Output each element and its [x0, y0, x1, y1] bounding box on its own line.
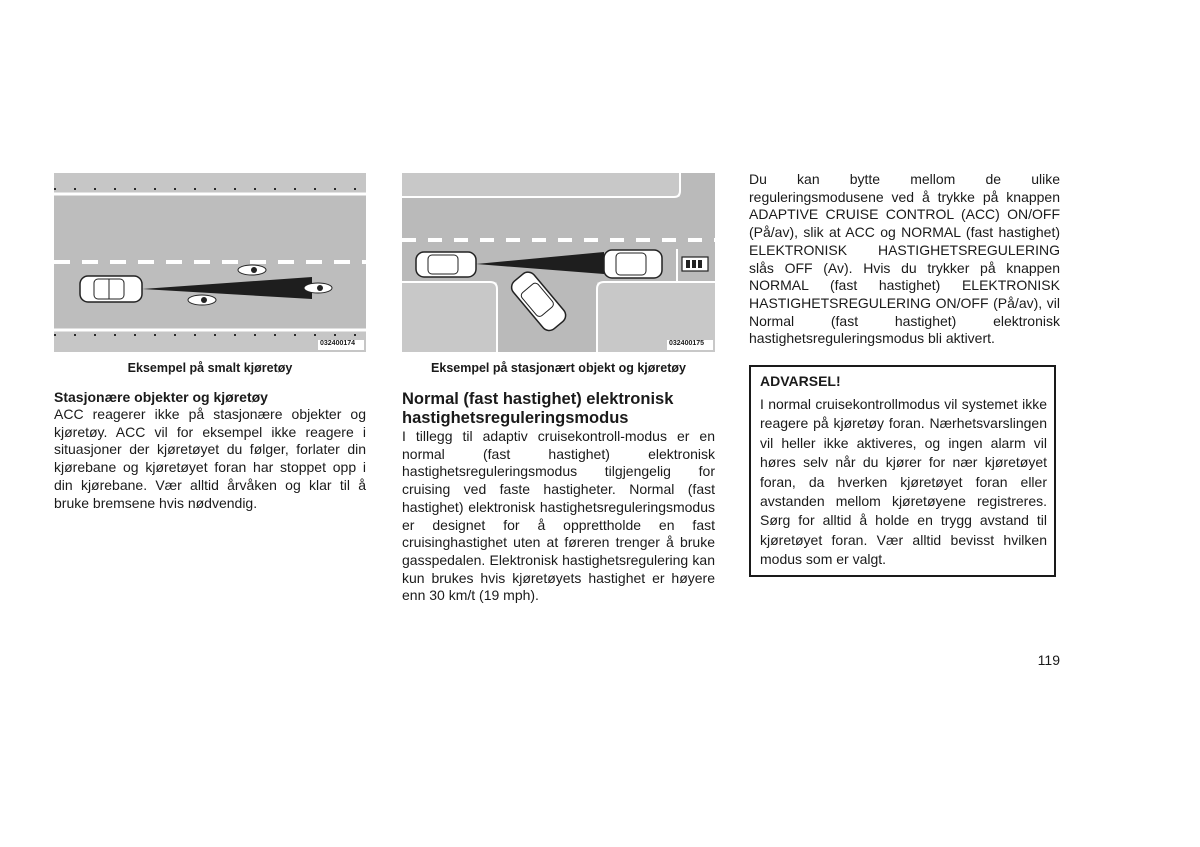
motorcycle-icon — [238, 265, 266, 275]
car-icon — [416, 252, 476, 277]
intersection-illustration — [402, 173, 715, 352]
figure-caption: Eksempel på stasjonært objekt og kjøretøy — [431, 361, 686, 375]
motorcycle-icon — [304, 283, 332, 293]
figure-stationary-object — [402, 173, 715, 352]
page-number: 119 — [1037, 652, 1060, 668]
car-icon — [604, 250, 662, 278]
body-text: Du kan bytte mellom de ulike reguleringsmodusene ved å trykke på knappen ADAPTIVE CRUISE CONTROL (ACC) ON/OFF (På/av), slik at ACC og NORMAL (fast hastighet) ELEKTRONISK HASTIGHETSREGULERING slås OFF (Av). Hvis du trykker på knappen NORMAL (fast hastighet) ELEKTRONISK HASTIGHETSREGULERING ON/OFF (På/av), vil Normal (fast hastighet) elektronisk hastighetsreguleringsmodus bli aktivert. — [749, 171, 1060, 347]
warning-box — [749, 365, 1056, 577]
motorcycle-icon — [188, 295, 216, 305]
warning-text: I normal cruisekontrollmodus vil systemet ikke reagere på kjøretøy foran. Nærhetsvarslingen vil heller ikke aktiveres, og ingen alarm vil høres selv når du kjører for nær kjøretøyet foran, da hverken kjøretøyet foran eller avstanden mellom kjøretøyene registreres. Sørg for alltid å holde en trygg avstand til kjøretøyet foran. Vær alltid bevisst hvilken modus som er valgt. — [760, 396, 1047, 568]
figure-narrow-vehicle — [54, 173, 366, 352]
car-icon — [80, 276, 142, 302]
body-text: I tillegg til adaptiv cruisekontroll-modus er en normal (fast hastighet) elektronisk hastighetsreguleringsmodus tilgjengelig for cruising ved faste hastigheter. Normal (fast hastighet) elektronisk hastighetsreguleringsmodus er designet for å opprettholde en fast cruisinghastighet uten at føreren trenger å bruke gasspedalen. Elektronisk hastighetsregulering kan kun brukes hvis kjøretøyets hastighet er høyere enn 30 km/t (19 mph). — [402, 428, 715, 604]
warning-title: ADVARSEL! — [760, 373, 841, 389]
figure-caption: Eksempel på smalt kjøretøy — [127, 361, 293, 375]
figure-code: 032400174 — [320, 340, 356, 347]
section-heading: Normal (fast hastighet) elektronisk hastighetsreguleringsmodus — [402, 390, 674, 427]
traffic-light-icon — [682, 257, 708, 271]
section-subheading: Stasjonære objekter og kjøretøy — [54, 389, 268, 405]
figure-code: 032400175 — [669, 340, 705, 347]
body-text: ACC reagerer ikke på stasjonære objekter og kjøretøy. ACC vil for eksempel ikke reagere i situasjoner der kjøretøyet du følger, forlater din kjørebane og kjøretøyet foran har stoppet opp i din kjørebane. Vær alltid årvåken og klar til å bruke bremsene hvis nødvendig. — [54, 406, 366, 511]
highway-illustration — [54, 173, 366, 352]
